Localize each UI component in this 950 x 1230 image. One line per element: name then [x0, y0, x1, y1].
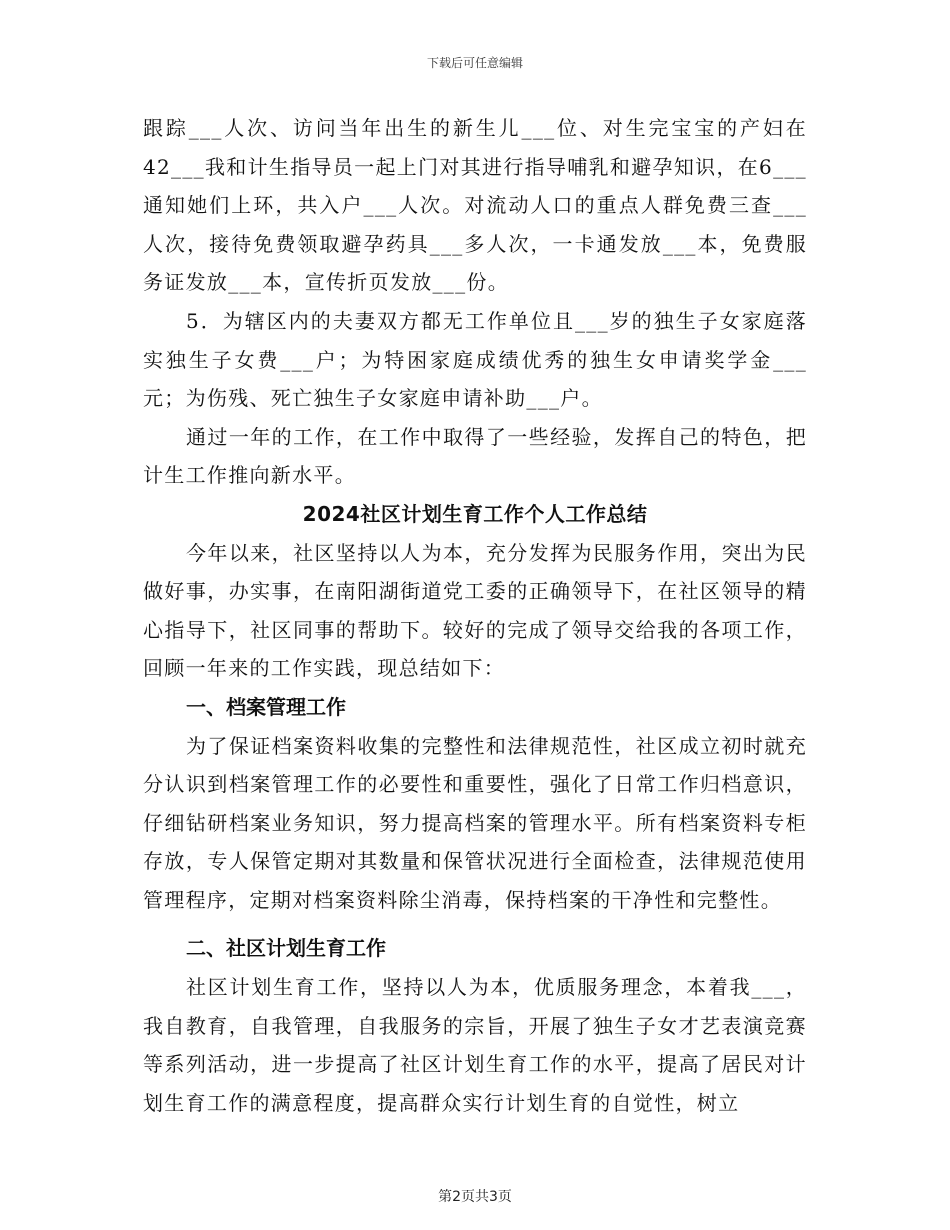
- document-body: [143, 109, 807, 1122]
- paragraph-conclusion: 通过一年的工作，在工作中取得了一些经验，发挥自己的特色，把计生工作推向新水平。: [143, 424, 807, 488]
- section-spacer: [143, 919, 807, 929]
- section-heading-archives: 一、档案管理工作: [186, 694, 346, 719]
- document-title: 2024社区计划生育工作个人工作总结: [302, 501, 648, 526]
- paragraph-introduction: 今年以来，社区坚持以人为本，充分发挥为民服务作用，突出为民做好事，办实事，在南阳湖街道党工委的正确领导下，在社区领导的精心指导下，社区同事的帮助下。较好的完成了领导交给我的各项工作，回顾一年来的工作实践，现总结如下：: [143, 540, 807, 681]
- page-footer: 第2页共3页: [438, 1189, 512, 1205]
- page-header: 下载后可任意编辑: [426, 56, 523, 70]
- paragraph-only-child-support: 5．为辖区内的夫妻双方都无工作单位且___岁的独生子女家庭落实独生子女费___户；为特困家庭成绩优秀的独生女申请奖学金___元；为伤残、死亡独生子女家庭申请补助___户。: [143, 308, 807, 411]
- section-heading-family-planning: 二、社区计划生育工作: [186, 936, 386, 961]
- paragraph-followup-stats: 跟踪___人次、访问当年出生的新生儿___位、对生完宝宝的产妇在42___我和计生指导员一起上门对其进行指导哺乳和避孕知识，在6___通知她们上环，共入户___人次。对流动人口的重点人群免费三查___人次，接待免费领取避孕药具___多人次，一卡通发放___本，免费服务证发放___本，宣传折页发放___份。: [143, 116, 807, 295]
- paragraph-archives: 为了保证档案资料收集的完整性和法律规范性，社区成立初时就充分认识到档案管理工作的必要性和重要性，强化了日常工作归档意识，仔细钻研档案业务知识，努力提高档案的管理水平。所有档案资料专柜存放，专人保管定期对其数量和保管状况进行全面检查，法律规范使用管理程序，定期对档案资料除尘消毒，保持档案的干净性和完整性。: [143, 733, 807, 912]
- paragraph-family-planning: 社区计划生育工作，坚持以人为本，优质服务理念，本着我___，我自教育，自我管理，自我服务的宗旨，开展了独生子女才艺表演竞赛等系列活动，进一步提高了社区计划生育工作的水平，提高了居民对计划生育工作的满意程度，提高群众实行计划生育的自觉性，树立: [143, 975, 807, 1115]
